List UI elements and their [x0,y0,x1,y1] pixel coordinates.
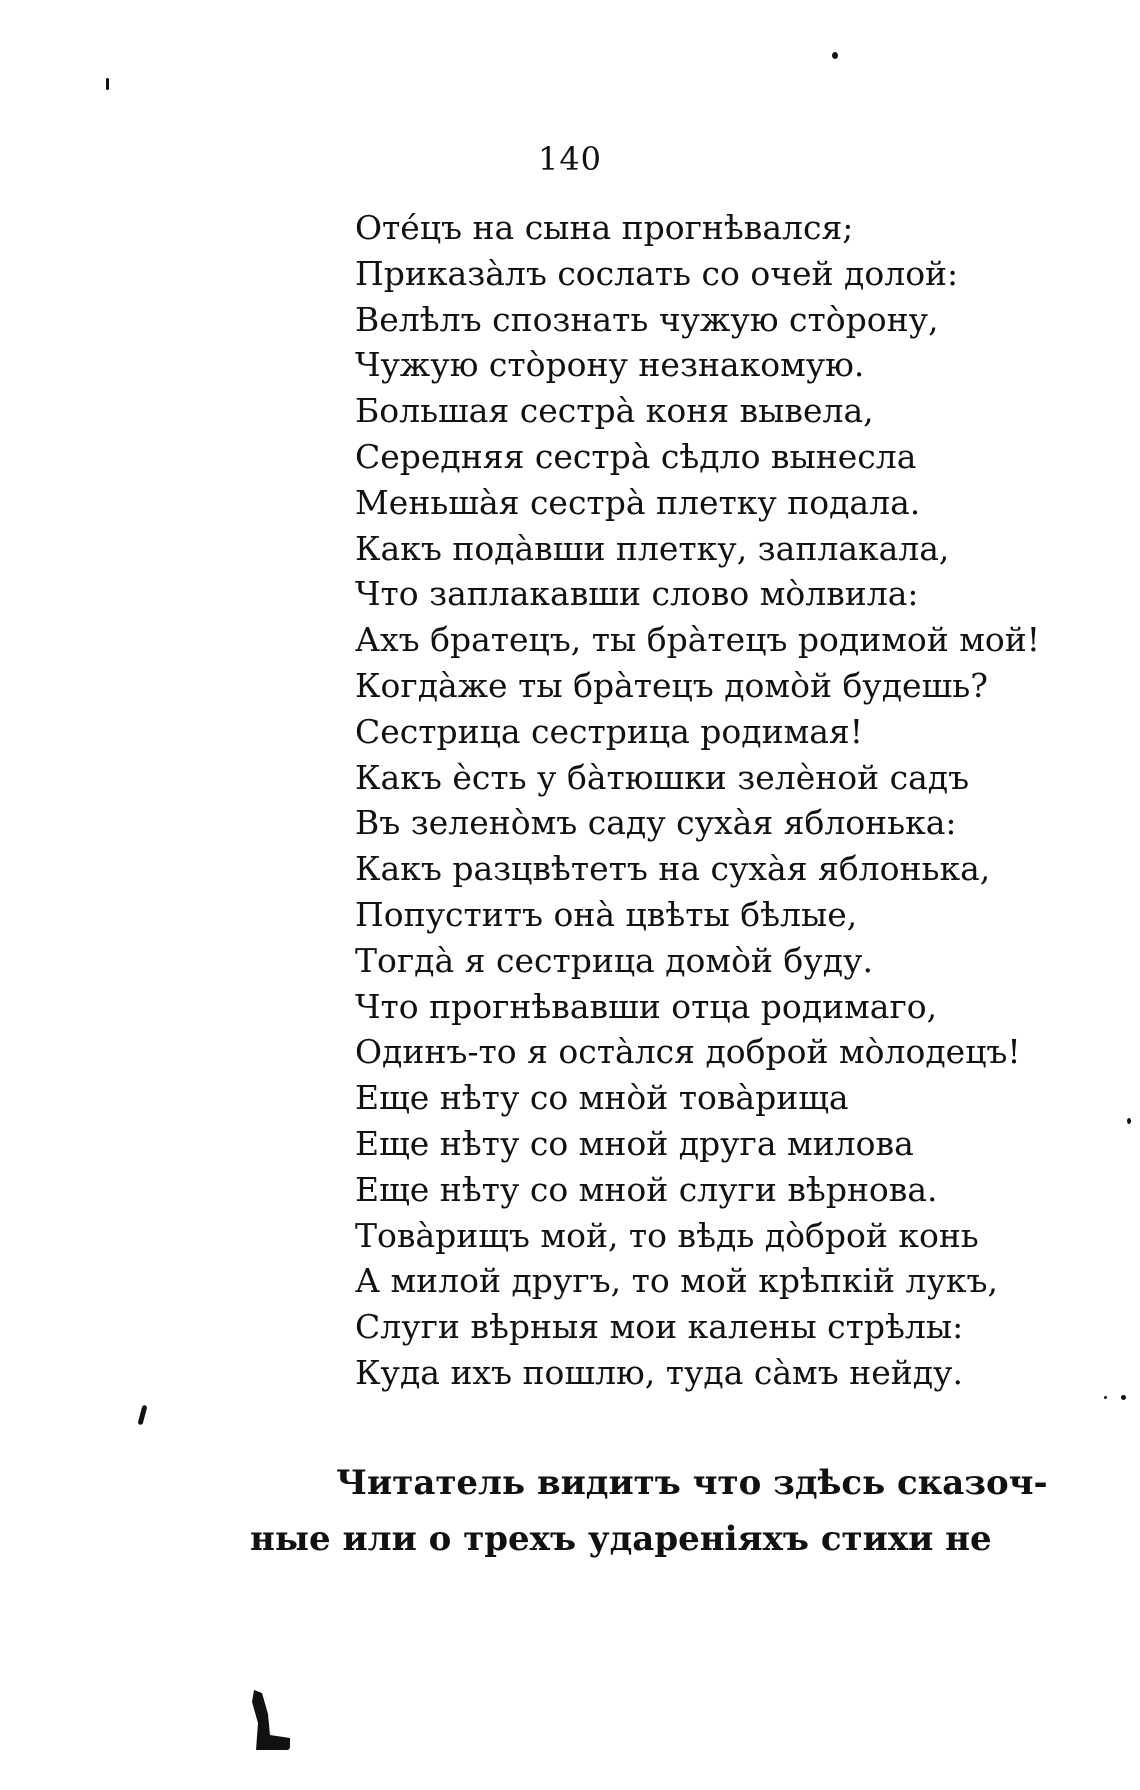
verse-line: Попуститъ она̀ цвѣты бѣлые, [355,894,858,934]
verse-line: Что заплакавши слово мо̀лвила: [355,574,919,614]
prose-paragraph [250,1455,1100,1567]
verse-line: Оте́цъ на сына прогнѣвался; [355,208,854,247]
verse-line: Приказа̀лъ сослать со очей долой: [355,253,959,293]
verse-line: Какъ ѐсть у ба̀тюшки зелѐной садъ [355,757,970,797]
verse-line: Еще нѣту со мно̀й това̀рища [355,1078,849,1118]
verse-line: Какъ пода̀вши плетку, заплакала, [355,528,950,568]
print-speck [1121,1395,1126,1400]
ink-stain [250,1690,290,1750]
verse-line: Слуги вѣрныя мои калены стрѣлы: [355,1307,964,1347]
verse-line: А милой другъ, то мой крѣпкій лукъ, [355,1261,999,1301]
verse-line: Еще нѣту со мной друга милова [355,1123,914,1163]
verse-line: Чужую сто̀рону незнакомую. [355,345,865,385]
verse-line: Когда̀же ты бра̀тецъ домо̀й будешь? [355,665,988,705]
prose-line: Читатель видитъ что здѣсь сказоч- [336,1463,1048,1503]
verse-line: Середняя сестра̀ сѣдло вынесла [355,436,917,476]
print-speck [106,78,109,90]
print-speck [1127,1118,1131,1124]
poem-verse [355,205,1095,1396]
verse-line: Одинъ-то я оста̀лся доброй мо̀лодецъ! [355,1032,1021,1072]
print-speck [832,52,838,59]
verse-line: Меньша̀я сестра̀ плетку подала. [355,482,921,522]
verse-line: Что прогнѣвавши отца родимаго, [355,986,938,1026]
page-number: 140 [537,140,603,178]
verse-line: Велѣлъ спознать чужую сто̀рону, [355,299,939,339]
print-speck [137,1405,147,1426]
verse-line: Тогда̀ я сестрица домо̀й буду. [355,940,873,980]
verse-line: Еще нѣту со мной слуги вѣрнова. [355,1169,938,1209]
verse-line: Какъ разцвѣтетъ на суха̀я яблонька, [355,849,991,889]
verse-line: Въ зелено̀мъ саду суха̀я яблонька: [355,803,957,843]
verse-line: Куда ихъ пошлю, туда са̀мъ нейду. [355,1352,963,1392]
verse-line: Большая сестра̀ коня вывела, [355,391,874,431]
verse-line: Ахъ братецъ, ты бра̀тецъ родимой мой! [355,620,1041,660]
verse-line: Сестрица сестрица родимая! [355,711,864,751]
verse-line: Това̀рищъ мой, то вѣдь до̀брой конь [355,1215,979,1255]
print-speck [1104,1396,1107,1399]
prose-line: ные или о трехъ удареніяхъ стихи не [250,1519,992,1559]
